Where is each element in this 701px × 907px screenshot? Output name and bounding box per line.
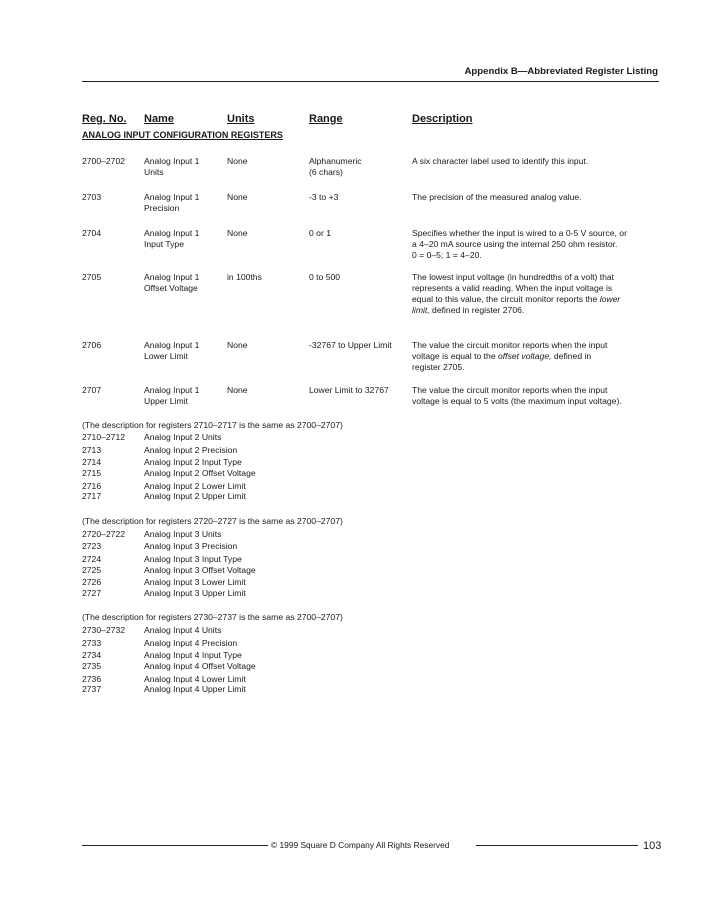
desc-italic-text: lower [599, 294, 621, 305]
register-name [144, 385, 199, 407]
reg-number: 2706 [82, 340, 102, 350]
footer-copyright: © 1999 Square D Company All Rights Reserved [271, 840, 450, 850]
list-item-reg: 2710–2712 [82, 432, 126, 442]
desc-line [412, 351, 607, 362]
list-item-reg: 2716 [82, 481, 102, 491]
page-header-title: Appendix B—Abbreviated Register Listing [464, 66, 658, 77]
list-item-name: Analog Input 2 Input Type [144, 457, 242, 467]
header-divider [82, 81, 659, 82]
list-item-name: Analog Input 4 Input Type [144, 650, 242, 660]
register-range: 0 to 500 [309, 272, 341, 282]
desc-line: Specifies whether the input is wired to a 0-5 V source, or [412, 228, 627, 238]
reg-number: 2700–2702 [82, 156, 126, 166]
list-item-name: Analog Input 3 Upper Limit [144, 588, 246, 598]
list-item-name: Analog Input 4 Offset Voltage [144, 661, 256, 671]
list-item-name: Analog Input 3 Lower Limit [144, 577, 246, 587]
list-item-reg: 2723 [82, 541, 102, 551]
list-item-reg: 2737 [82, 684, 102, 694]
list-item-reg: 2720–2722 [82, 529, 126, 539]
desc-line: register 2705. [412, 362, 465, 373]
register-range: -32767 to Upper Limit [309, 340, 392, 350]
register-description [412, 228, 627, 261]
list-item-reg: 2725 [82, 565, 102, 575]
reg-number: 2703 [82, 192, 102, 202]
list-item-reg: 2713 [82, 445, 102, 455]
list-item-name: Analog Input 3 Input Type [144, 554, 242, 564]
desc-line: a 4–20 mA source using the internal 250 ohm resistor. [412, 239, 618, 250]
desc-line: The value the circuit monitor reports when the input [412, 385, 608, 395]
desc-line [412, 294, 620, 305]
register-range [309, 156, 362, 178]
name-line: Analog Input 1 [144, 385, 200, 395]
section-title: ANALOG INPUT CONFIGURATION REGISTERS [82, 130, 283, 140]
desc-line: The value the circuit monitor reports when the input [412, 340, 608, 350]
register-description [412, 156, 588, 167]
list-item-reg: 2727 [82, 588, 102, 598]
list-item-name: Analog Input 4 Lower Limit [144, 674, 246, 684]
list-item-reg: 2724 [82, 554, 102, 564]
register-description [412, 340, 607, 373]
group-note: (The description for registers 2710–2717 is the same as 2700–2707) [82, 420, 343, 430]
list-item-name: Analog Input 3 Offset Voltage [144, 565, 256, 575]
list-item-reg: 2726 [82, 577, 102, 587]
register-description [412, 385, 622, 407]
name-line: Precision [144, 203, 180, 214]
name-line: Units [144, 167, 164, 178]
list-item-reg: 2735 [82, 661, 102, 671]
desc-text: defined in [551, 351, 592, 362]
footer-divider-right [476, 845, 638, 846]
list-item-name: Analog Input 3 Precision [144, 541, 238, 551]
desc-line [412, 305, 620, 316]
list-item-name: Analog Input 2 Upper Limit [144, 491, 246, 501]
range-line: (6 chars) [309, 167, 343, 178]
register-name [144, 156, 199, 178]
list-item-reg: 2730–2732 [82, 625, 126, 635]
register-units: None [227, 385, 248, 395]
reg-number: 2704 [82, 228, 102, 238]
name-line: Analog Input 1 [144, 272, 200, 282]
register-units: None [227, 228, 248, 238]
reg-number: 2707 [82, 385, 102, 395]
list-item-reg: 2717 [82, 491, 102, 501]
list-item-name: Analog Input 3 Units [144, 529, 222, 539]
range-line: Alphanumeric [309, 156, 362, 166]
list-item-reg: 2715 [82, 468, 102, 478]
footer-divider-left [82, 845, 268, 846]
list-item-name: Analog Input 2 Units [144, 432, 222, 442]
desc-line: 0 = 0–5; 1 = 4–20. [412, 250, 482, 261]
desc-line: A six character label used to identify this input. [412, 156, 589, 166]
desc-text: voltage is equal to the [412, 351, 498, 362]
desc-italic-text: limit, [412, 305, 430, 316]
name-line: Upper Limit [144, 396, 188, 407]
list-item-reg: 2736 [82, 674, 102, 684]
column-header-range: Range [309, 113, 343, 125]
register-name [144, 340, 199, 362]
desc-text: defined in register 2706. [429, 305, 525, 316]
group-note: (The description for registers 2720–2727 is the same as 2700–2707) [82, 516, 343, 526]
register-name [144, 192, 199, 214]
register-name [144, 228, 199, 250]
register-description: The precision of the measured analog value. [412, 192, 582, 202]
register-units: in 100ths [227, 272, 262, 282]
reg-number: 2705 [82, 272, 102, 282]
register-units: None [227, 340, 248, 350]
list-item-reg: 2734 [82, 650, 102, 660]
desc-italic-text: offset voltage, [498, 351, 552, 362]
list-item-name: Analog Input 4 Upper Limit [144, 684, 246, 694]
name-line: Analog Input 1 [144, 228, 200, 238]
register-range: Lower Limit to 32767 [309, 385, 389, 395]
column-header-description: Description [412, 113, 473, 125]
page-number: 103 [643, 840, 662, 852]
column-header-name: Name [144, 113, 174, 125]
desc-line: represents a valid reading. When the input voltage is [412, 283, 613, 294]
list-item-name: Analog Input 2 Lower Limit [144, 481, 246, 491]
column-header-units: Units [227, 113, 255, 125]
name-line: Input Type [144, 239, 184, 250]
name-line: Offset Voltage [144, 283, 198, 294]
register-name [144, 272, 199, 294]
desc-text: equal to this value, the circuit monitor reports the [412, 294, 600, 305]
register-units: None [227, 156, 248, 166]
list-item-name: Analog Input 4 Precision [144, 638, 238, 648]
name-line: Analog Input 1 [144, 340, 200, 350]
list-item-name: Analog Input 4 Units [144, 625, 222, 635]
name-line: Lower Limit [144, 351, 188, 362]
list-item-reg: 2733 [82, 638, 102, 648]
name-line: Analog Input 1 [144, 192, 200, 202]
group-note: (The description for registers 2730–2737 is the same as 2700–2707) [82, 612, 343, 622]
list-item-name: Analog Input 2 Offset Voltage [144, 468, 256, 478]
register-units: None [227, 192, 248, 202]
register-range: -3 to +3 [309, 192, 339, 202]
column-header-reg-no: Reg. No. [82, 113, 127, 125]
list-item-reg: 2714 [82, 457, 102, 467]
list-item-name: Analog Input 2 Precision [144, 445, 238, 455]
register-description [412, 272, 620, 316]
desc-line: The lowest input voltage (in hundredths of a volt) that [412, 272, 615, 282]
name-line: Analog Input 1 [144, 156, 200, 166]
desc-line: voltage is equal to 5 volts (the maximum input voltage). [412, 396, 622, 407]
register-range: 0 or 1 [309, 228, 331, 238]
